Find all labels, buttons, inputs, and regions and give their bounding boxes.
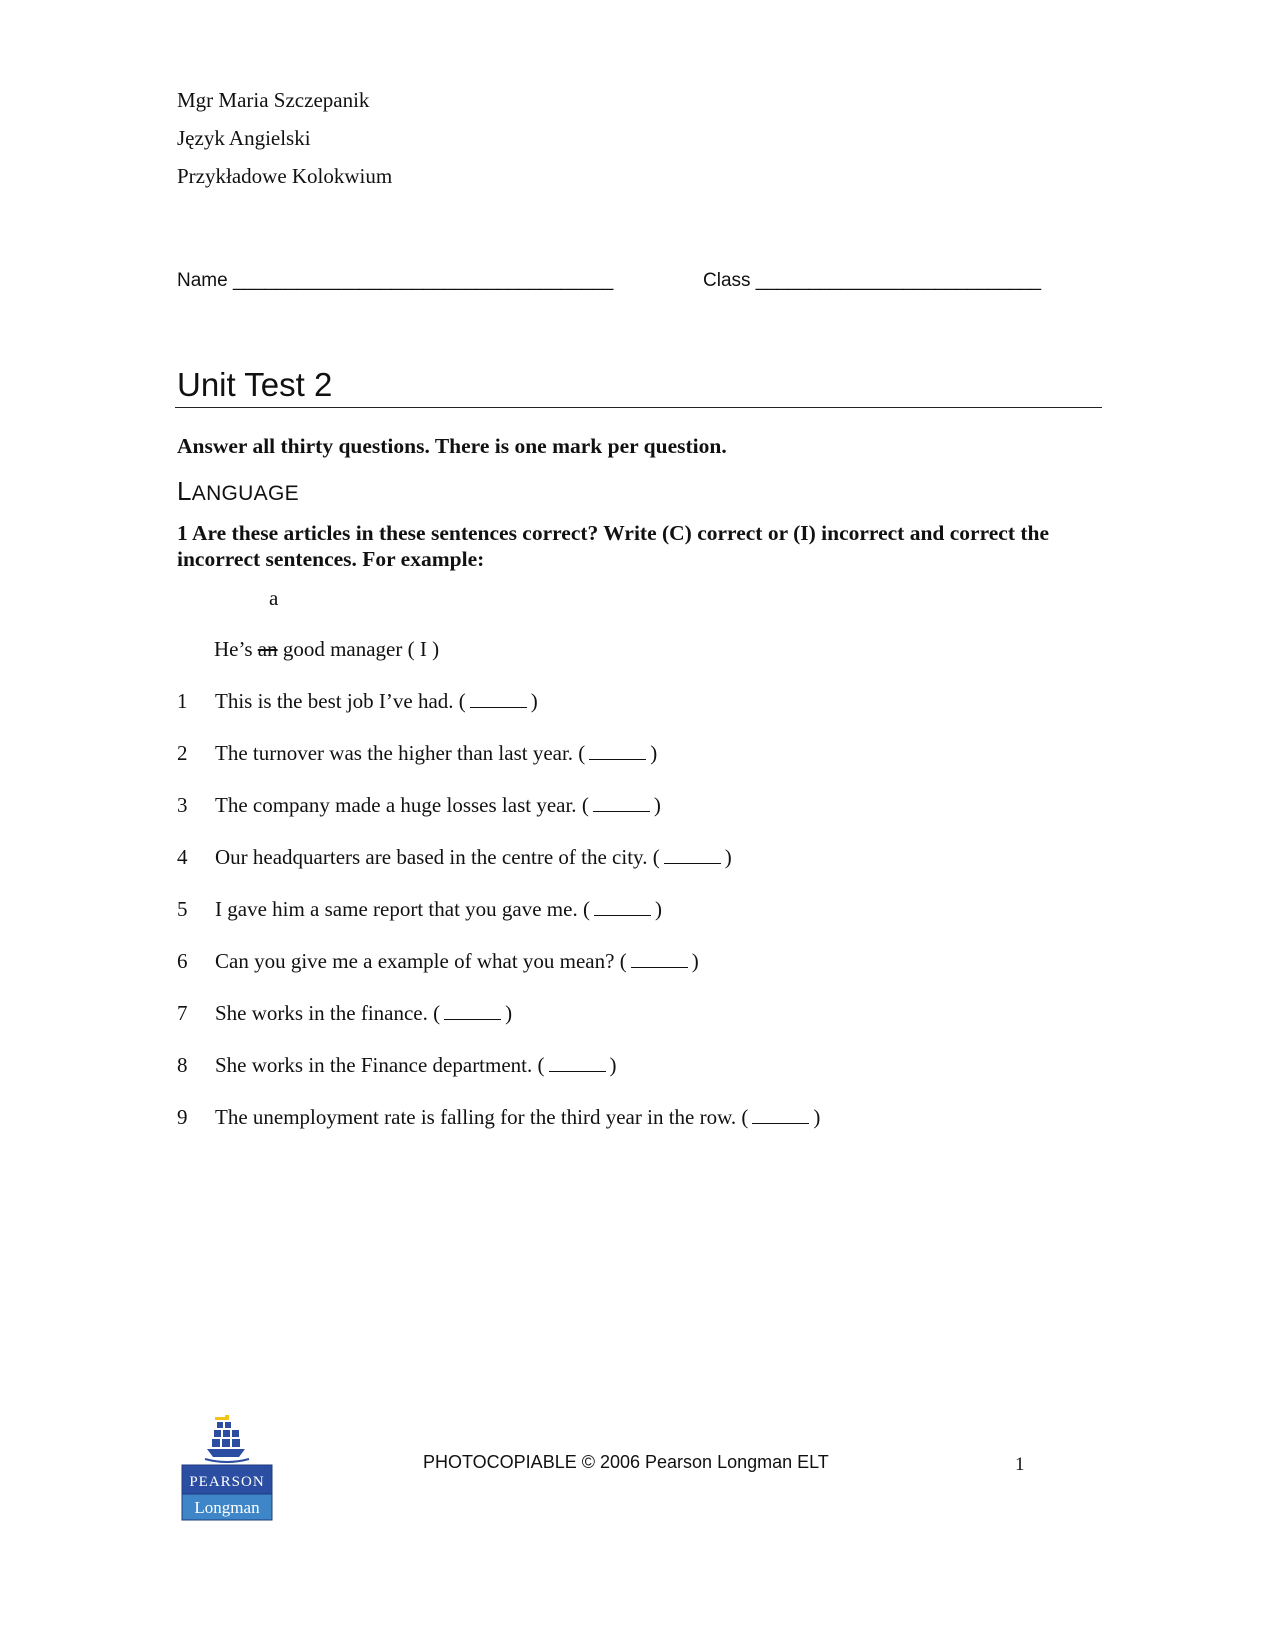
answer-blank[interactable] [470,691,527,708]
name-line[interactable]: ____________________________________ [232,270,614,291]
question-text: The turnover was the higher than last year. [215,741,574,765]
header-author: Mgr Maria Szczepanik [177,88,370,112]
answer-blank[interactable] [594,899,651,916]
question-number: 7 [177,1001,188,1025]
task-instruction: 1 Are these articles in these sentences correct? Write (C) correct or (I) incorrect and correct the incorrect sentences. For example: [177,521,1050,571]
question-text: Can you give me a example of what you mean? [215,949,615,973]
class-label: Class [703,270,751,291]
answer-blank[interactable] [631,951,688,968]
question-text: The company made a huge losses last year. [215,793,577,817]
question-number: 4 [177,845,188,869]
answer-blank[interactable] [589,743,646,760]
class-field[interactable] [703,270,1041,292]
question-number: 3 [177,793,188,817]
question-number: 1 [177,689,188,713]
section-heading [177,476,299,507]
ship-icon [205,1415,249,1462]
example-struck-word: an [257,637,278,661]
answer-blank[interactable] [444,1003,501,1020]
class-line[interactable]: ___________________________ [755,270,1042,291]
example-prefix: He’s [214,637,253,661]
answer-blank[interactable] [549,1055,606,1072]
answer-blank[interactable] [664,847,721,864]
question-number: 2 [177,741,188,765]
instructions: Answer all thirty questions. There is one mark per question. [177,434,727,458]
section-heading-rest: ANGUAGE [191,482,299,505]
page-title: Unit Test 2 [177,366,333,403]
name-label: Name [177,270,228,291]
logo-text-pearson: PEARSON [189,1474,265,1490]
example-suffix: good manager ( I ) [282,637,440,661]
question-text: She works in the Finance department. [215,1053,533,1077]
question-number: 5 [177,897,188,921]
question-row: 5 I gave him a same report that you gave me. ( ) [177,897,662,921]
name-field[interactable] [177,270,613,292]
question-row: 6 Can you give me a example of what you mean? ( ) [177,949,699,973]
answer-blank[interactable] [752,1107,809,1124]
question-text: The unemployment rate is falling for the third year in the row. [215,1105,737,1129]
question-text: I gave him a same report that you gave me. [215,897,578,921]
header-document-type: Przykładowe Kolokwium [177,164,393,188]
section-heading-initial: L [177,476,192,506]
example-sentence [214,637,439,662]
question-text: Our headquarters are based in the centre of the city. [215,845,648,869]
question-row: 8 She works in the Finance department. ( ) [177,1053,617,1077]
question-text: This is the best job I’ve had. [215,689,454,713]
question-number: 9 [177,1105,188,1129]
question-text: She works in the finance. [215,1001,428,1025]
page-number: 1 [1015,1454,1025,1475]
answer-blank[interactable] [593,795,650,812]
question-row: 3 The company made a huge losses last year. ( ) [177,793,661,817]
logo-text-longman: Longman [194,1498,260,1517]
pearson-longman-logo [181,1415,273,1521]
question-number: 8 [177,1053,188,1077]
question-row: 9 The unemployment rate is falling for the third year in the row. ( ) [177,1105,821,1129]
question-row: 4 Our headquarters are based in the centre of the city. ( ) [177,845,732,869]
question-row: 2 The turnover was the higher than last year. ( ) [177,741,658,765]
header-subject: Język Angielski [177,126,311,150]
example-correction: a [269,586,279,610]
question-number: 6 [177,949,188,973]
footer-copyright: PHOTOCOPIABLE © 2006 Pearson Longman ELT [423,1452,829,1472]
title-divider [175,407,1102,408]
question-row: 1 This is the best job I’ve had. ( ) [177,689,538,713]
question-row: 7 She works in the finance. ( ) [177,1001,513,1025]
